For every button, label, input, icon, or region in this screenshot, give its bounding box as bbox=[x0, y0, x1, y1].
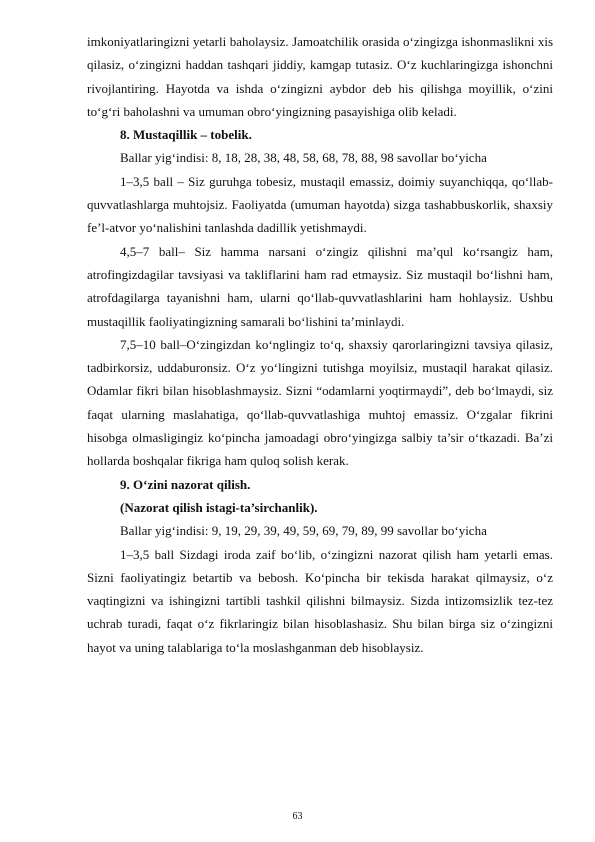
paragraph-8-low: 1–3,5 ball – Siz guruhga tobesiz, mustaqil emassiz, doimiy suyanchiqqa, qo‘llab-quvvatlashlarga muhtojsiz. Faoliyatda (umuman hayotda) sizga tashabbuskorlik, shaxsiy fe’l-atvor yo‘nalishini tanlashda dadillik yetishmaydi. bbox=[87, 173, 553, 236]
paragraph-continuation: imkoniyatlaringizni yetarli baholaysiz. Jamoatchilik orasida o‘zingizga ishonmaslikni xis qilasiz, o‘zingizni haddan tashqari jiddiy, kamgap tutasiz. O‘z kuchlaringizga ishonchni rivojlantiring. Hayotda va ishda o‘zingizni aybdor deb his qilishga moyillik, o‘zini to‘g‘ri baholashni va umuman obro‘yingizning pasayishiga olib keladi. bbox=[87, 34, 553, 119]
paragraph-8-high: 7,5–10 ball–O‘zingizdan ko‘nglingiz to‘q, shaxsiy qarorlaringizni tavsiya qilasiz, tadbirkorsiz, uddaburonsiz. O‘z yo‘lingizni tutishga moyilsiz, mustaqil harakat qilasiz. Odamlar fikri bilan hisoblashmaysiz. Sizni “odamlarni yoqtirmaydi”, deb bo‘lmaydi, siz faqat ularning maslahatiga, qo‘llab-quvvatlashiga muhtoj emassiz. O‘zgalar fikrini hisobga olmasligingiz ko‘pincha jamoadagi obro‘yingizga salbiy ta’sir o‘tkazadi. Ba’zi hollarda boshqalar fikriga ham quloq solish kerak. bbox=[87, 336, 553, 469]
section-heading-9: 9. O‘zini nazorat qilish. bbox=[120, 476, 251, 492]
score-sum-line-8: Ballar yig‘indisi: 8, 18, 28, 38, 48, 58, 68, 78, 88, 98 savollar bo‘yicha bbox=[120, 150, 487, 166]
document-body bbox=[87, 30, 553, 659]
paragraph-9-low: 1–3,5 ball Sizdagi iroda zaif bo‘lib, o‘zingizni nazorat qilish ham yetarli emas. Sizni faoliyatingiz betartib va bebosh. Ko‘pincha bir tekisda harakat qilmaysiz, o‘z vaqtingizni va ishingizni tartibli tashkil qilishni bilmaysiz. Sizda intizomsizlik tez-tez uchrab turadi, faqat o‘z fikrlaringiz bilan hisoblashasiz. Shu bilan birga siz o‘zingizni hayot va uning talablariga to‘la moslashganman deb hisoblaysiz. bbox=[87, 546, 553, 655]
paragraph-8-mid: 4,5–7 ball– Siz hamma narsani o‘zingiz qilishni ma’qul ko‘rsangiz ham, atrofingizdagilar tavsiyasi va takliflarini ham rad etmaysiz. Siz mustaqil bo‘lishni ham, atrofdagilarga tayanishni ham, ularni qo‘llab-quvvatlashlarini ham hohlaysiz. Ushbu mustaqillik faoliyatingizning samarali bo‘lishini ta’minlaydi. bbox=[87, 243, 553, 329]
page-number: 63 bbox=[292, 811, 303, 822]
score-sum-line-9: Ballar yig‘indisi: 9, 19, 29, 39, 49, 59, 69, 79, 89, 99 savollar bo‘yicha bbox=[120, 523, 487, 539]
section-heading-8: 8. Mustaqillik – tobelik. bbox=[120, 127, 252, 143]
section-subheading-9: (Nazorat qilish istagi-ta’sirchanlik). bbox=[120, 499, 318, 515]
